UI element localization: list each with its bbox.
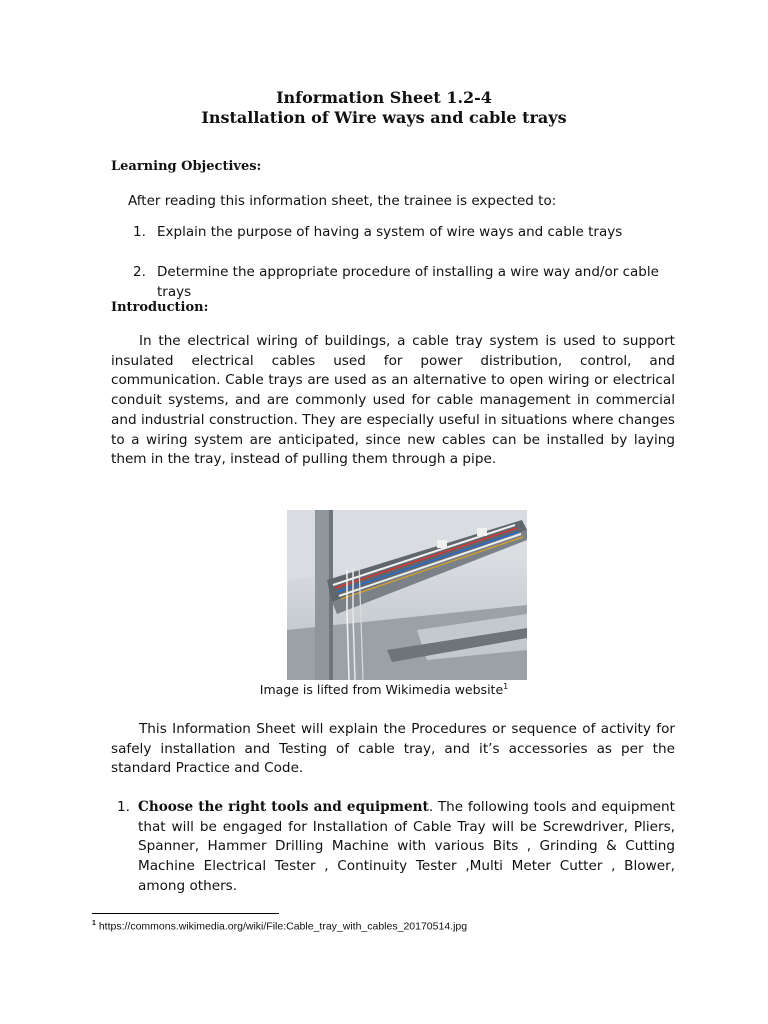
- objective-number: 1.: [133, 224, 146, 240]
- footnote-link[interactable]: https://commons.wikimedia.org/wiki/File:Cable_tray_with_cables_20170514.jpg: [95, 920, 468, 933]
- cable-tray-photo: [287, 510, 527, 680]
- introduction-heading: Introduction:: [111, 300, 209, 315]
- image-caption: [0, 682, 768, 697]
- objective-text: Determine the appropriate procedure of installing a wire way and/or cable trays: [157, 264, 659, 300]
- image-caption-text: Image is lifted from Wikimedia website: [259, 682, 504, 698]
- document-title: Information Sheet 1.2-4: [276, 88, 492, 107]
- step-number: 1.: [117, 799, 130, 815]
- footnote-marker: 1: [503, 682, 509, 691]
- document-subtitle: Installation of Wire ways and cable trays: [201, 108, 567, 127]
- introduction-paragraph: In the electrical wiring of buildings, a cable tray system is used to support insulated electrical cables used for power distribution, control, and communication. Cable trays are used as an alternative to open wiring or electrical conduit systems, and are commonly used for cable management in commercial and industrial construction. They are especially useful in situations where changes to a wiring system are anticipated, since new cables can be installed by laying them in the tray, instead of pulling them through a pipe.: [111, 333, 675, 468]
- footnote: [92, 920, 467, 933]
- objective-text: Explain the purpose of having a system of wire ways and cable trays: [157, 224, 623, 240]
- footnote-divider: [92, 913, 279, 914]
- step-body: [138, 798, 675, 897]
- footnote-number: 1: [92, 920, 96, 927]
- step-heading: Choose the right tools and equipment: [138, 799, 429, 815]
- objective-number: 2.: [133, 264, 146, 280]
- step-text: . The following tools and equipment that will be engaged for Installation of Cable Tray will be Screwdriver, Pliers, Spanner, Hammer Drilling Machine with various Bits , Grinding & Cutting Machine Electrical Tester , Continuity Tester ,Multi Meter Cutter , Blower, among others.: [138, 799, 675, 894]
- learning-objectives-heading: Learning Objectives:: [111, 159, 262, 174]
- objectives-intro: After reading this information sheet, the trainee is expected to:: [128, 193, 557, 209]
- sheet-paragraph: This Information Sheet will explain the Procedures or sequence of activity for safely installation and Testing of cable tray, and it’s accessories as per the standard Practice and Code.: [111, 721, 675, 777]
